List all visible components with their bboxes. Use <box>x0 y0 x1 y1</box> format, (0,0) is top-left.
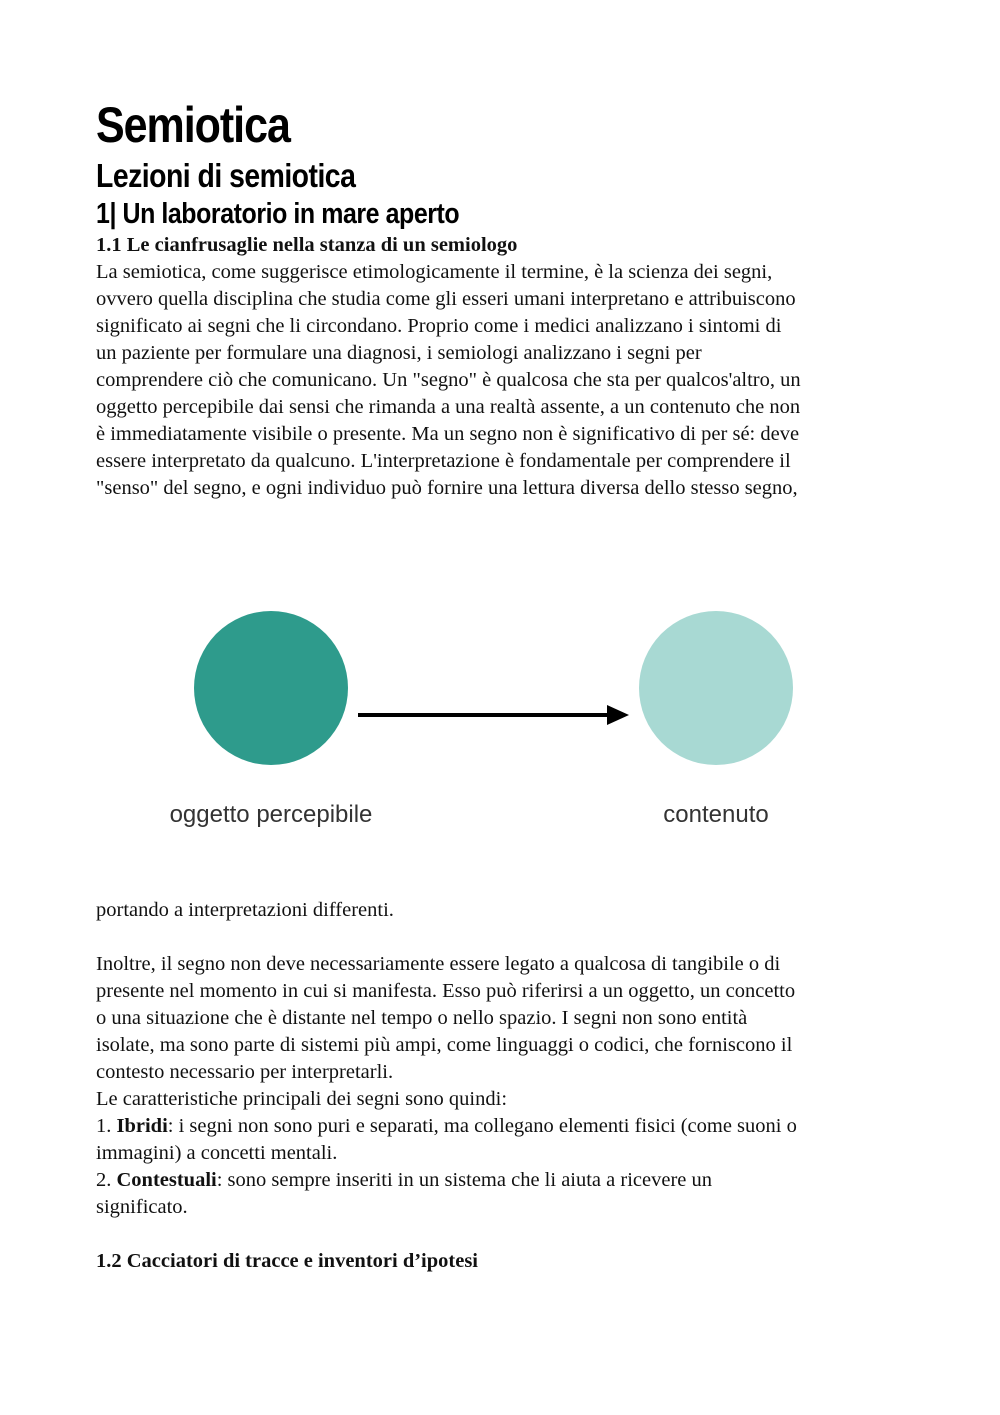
chapter-heading: 1| Un laboratorio in mare aperto <box>96 198 460 230</box>
sign-diagram <box>96 502 916 897</box>
right-arrow-icon <box>358 705 629 725</box>
paragraph-line: significato ai segni che li circondano. Proprio come i medici analizzano i sintomi di <box>96 315 782 337</box>
list-number: 2. <box>96 1169 112 1191</box>
paragraph-line: Inoltre, il segno non deve necessariamente essere legato a qualcosa di tangibile o di <box>96 953 781 975</box>
list-text: : sono sempre inseriti in un sistema che li aiuta a ricevere un <box>216 1169 712 1191</box>
content-label: contenuto <box>663 801 769 828</box>
paragraph-line: isolate, ma sono parte di sistemi più ampi, come linguaggi o codici, che forniscono il <box>96 1034 793 1056</box>
paragraph-line: Le caratteristiche principali dei segni sono quindi: <box>96 1088 508 1110</box>
list-item-hybrid <box>96 1113 916 1140</box>
document-title: Semiotica <box>96 97 290 153</box>
list-term: Ibridi <box>116 1115 168 1137</box>
list-item-continuation: significato. <box>96 1196 188 1218</box>
paragraph-line: o una situazione che è distante nel tempo o nello spazio. I segni non sono entità <box>96 1007 748 1029</box>
section-heading-1-1: 1.1 Le cianfrusaglie nella stanza di un semiologo <box>96 234 518 256</box>
paragraph-line: essere interpretato da qualcuno. L'interpretazione è fondamentale per comprendere il <box>96 450 791 472</box>
list-text: : i segni non sono puri e separati, ma collegano elementi fisici (come suoni o <box>167 1115 797 1137</box>
section-heading-1-2: 1.2 Cacciatori di tracce e inventori d’ipotesi <box>96 1250 479 1272</box>
paragraph-line: un paziente per formulare una diagnosi, i semiologi analizzano i segni per <box>96 342 702 364</box>
list-item-contextual <box>96 1167 916 1194</box>
list-number: 1. <box>96 1115 112 1137</box>
content-circle <box>639 611 793 765</box>
paragraph-line: oggetto percepibile dai sensi che rimanda a una realtà assente, a un contenuto che non <box>96 396 801 418</box>
paragraph-line: La semiotica, come suggerisce etimologicamente il termine, è la scienza dei segni, <box>96 261 773 283</box>
paragraph-line: comprendere ciò che comunicano. Un "segno" è qualcosa che sta per qualcos'altro, un <box>96 369 801 391</box>
blank-line <box>96 1221 916 1248</box>
paragraph-line: "senso" del segno, e ogni individuo può fornire una lettura diversa dello stesso segno, <box>96 477 798 499</box>
perceptible-object-label: oggetto percepibile <box>169 801 373 828</box>
list-term: Contestuali <box>116 1169 217 1191</box>
document-body <box>96 96 916 1275</box>
paragraph-line: è immediatamente visibile o presente. Ma un segno non è significativo di per sé: deve <box>96 423 800 445</box>
document-subtitle: Lezioni di semiotica <box>96 157 356 194</box>
paragraph-line: presente nel momento in cui si manifesta. Esso può riferirsi a un oggetto, un concetto <box>96 980 796 1002</box>
blank-line <box>96 924 916 951</box>
paragraph-line: ovvero quella disciplina che studia come gli esseri umani interpretano e attribuiscono <box>96 288 796 310</box>
sign-diagram-svg <box>0 502 1000 897</box>
paragraph-line: contesto necessario per interpretarli. <box>96 1061 394 1083</box>
paragraph-line: portando a interpretazioni differenti. <box>96 899 394 921</box>
arrow-head <box>607 705 629 725</box>
perceptible-object-circle <box>194 611 348 765</box>
list-item-continuation: immagini) a concetti mentali. <box>96 1142 338 1164</box>
